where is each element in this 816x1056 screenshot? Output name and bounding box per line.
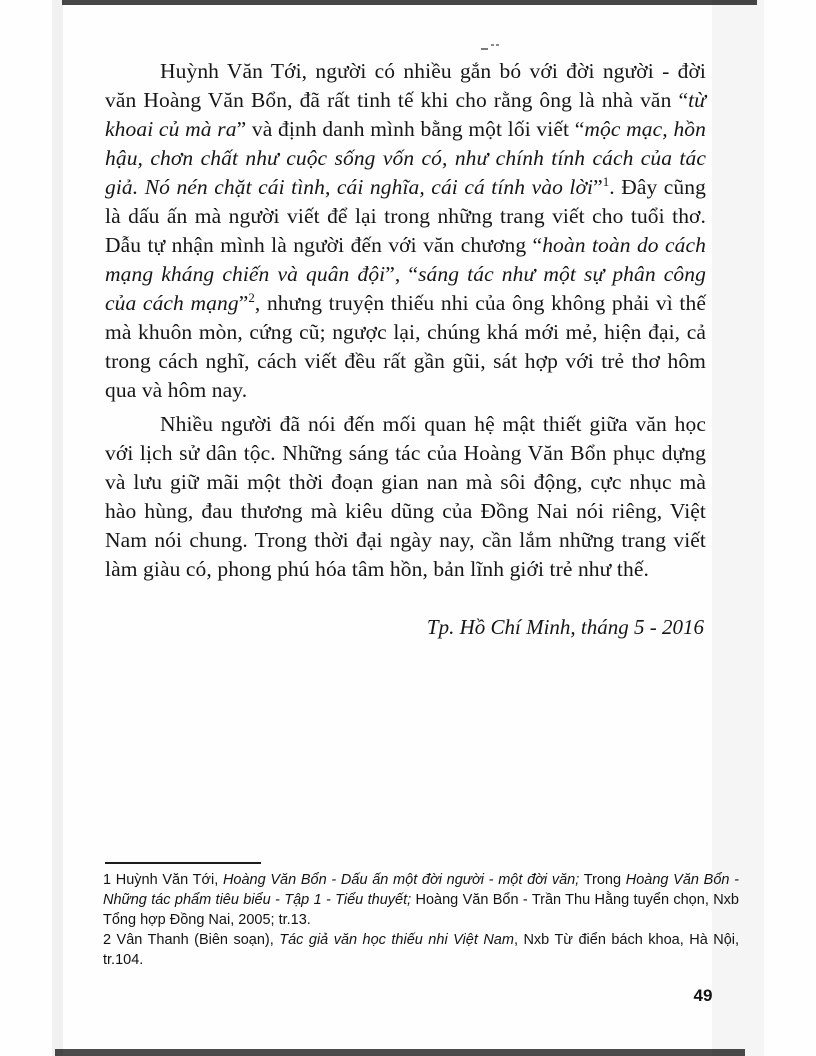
scan-border-left [52,0,63,1056]
scan-smudge-mark [481,44,499,51]
paragraph-2: Nhiều người đã nói đến mối quan hệ mật thiết giữa văn học với lịch sử dân tộc. Những sáng tác của Hoàng Văn Bổn phục dựng và lưu giữ mãi một thời đoạn gian nan mà sôi động, cực nhục mà hào hùng, đau thương mà kiêu dũng của Đồng Nai nói riêng, Việt Nam nói chung. Trong thời đại ngày nay, cần lắm những trang viết làm giàu có, phong phú hóa tâm hồn, bản lĩnh giới trẻ như thế. [105,412,706,581]
scan-border-bottom [55,1049,745,1056]
footnote-1: 1 Huỳnh Văn Tới, Hoàng Văn Bổn - Dấu ấn một đời người - một đời văn; Trong Hoàng Văn Bổn - Những tác phẩm tiêu biểu - Tập 1 - Tiểu thuyết; Hoàng Văn Bổn - Trần Thu Hằng tuyển chọn, Nxb Tổng hợp Đồng Nai, 2005; tr.13. [103,872,739,928]
body-text-block [105,57,706,642]
footnote-separator-rule [105,862,261,864]
scan-border-top [62,0,757,5]
paragraph-1: Huỳnh Văn Tới, người có nhiều gắn bó với đời người - đời văn Hoàng Văn Bổn, đã rất tinh tế khi cho rằng ông là nhà văn “từ khoai củ mà ra” và định danh mình bằng một lối viết “mộc mạc, hồn hậu, chơn chất như cuộc sống vốn có, như chính tính cách của tác giả. Nó nén chặt cái tình, cái nghĩa, cái cá tính vào lời”$^1$. Đây cũng là dấu ấn mà người viết để lại trong những trang viết cho tuổi thơ. Dẫu tự nhận mình là người đến với văn chương “hoàn toàn do cách mạng kháng chiến và quân đội”, “sáng tác như một sự phân công của cách mạng”$^2$, nhưng truyện thiếu nhi của ông không phải vì thế mà khuôn mòn, cứng cũ; ngược lại, chúng khá mới mẻ, hiện đại, cả trong cách nghĩ, cách viết đều rất gần gũi, sát hợp với trẻ thơ hôm qua và hôm nay. [105,59,706,402]
footnote-2: 2 Vân Thanh (Biên soạn), Tác giả văn học thiếu nhi Việt Nam, Nxb Từ điển bách khoa, Hà Nội, tr.104. [103,932,740,968]
dateline: Tp. Hồ Chí Minh, tháng 5 - 2016 [426,615,704,639]
page-number: 49 [693,986,713,1005]
footnotes-section [103,862,739,970]
